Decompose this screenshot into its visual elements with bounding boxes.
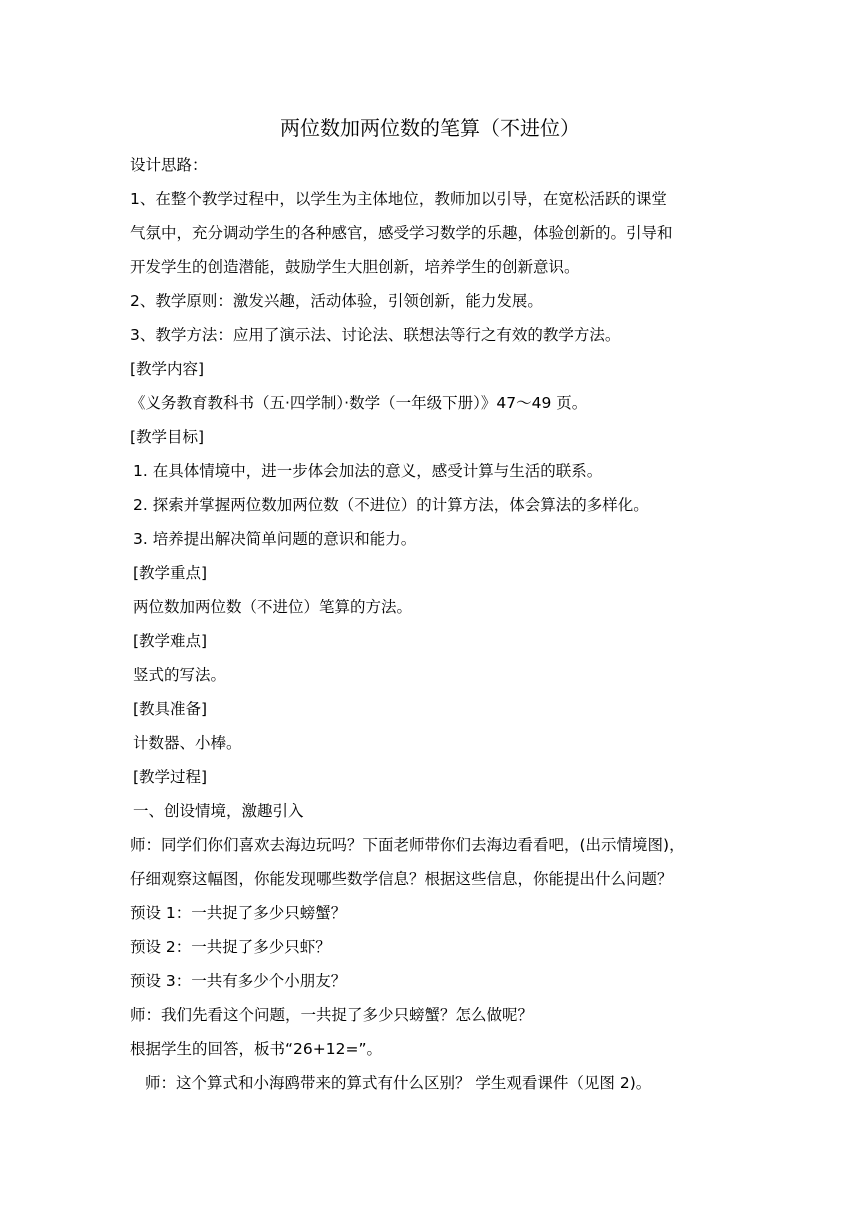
list-item: 3. 培养提出解决简单问题的意识和能力。 [133, 530, 417, 548]
paragraph-line: 《义务教育教科书（五·四学制）·数学（一年级下册）》47～49 页。 [130, 394, 588, 412]
paragraph-line: 开发学生的创造潜能，鼓励学生大胆创新，培养学生的创新意识。 [130, 258, 580, 276]
paragraph-line: 仔细观察这幅图，你能发现哪些数学信息？根据这些信息，你能提出什么问题？ [130, 870, 673, 888]
list-item: 2. 探索并掌握两位数加两位数（不进位）的计算方法，体会算法的多样化。 [133, 496, 649, 514]
section-heading: [教学目标] [130, 428, 205, 446]
paragraph-line: 根据学生的回答，板书“26+12=”。 [130, 1040, 382, 1058]
document-title: 两位数加两位数的笔算（不进位） [280, 116, 580, 140]
paragraph-line: 师：我们先看这个问题，一共捉了多少只螃蟹？怎么做呢？ [130, 1006, 534, 1024]
paragraph-line: 师：同学们你们喜欢去海边玩吗？下面老师带你们去海边看看吧，(出示情境图)， [130, 836, 685, 854]
paragraph-line: 师：这个算式和小海鸥带来的算式有什么区别？ 学生观看课件（见图 2)。 [145, 1074, 652, 1092]
paragraph-line: 气氛中，充分调动学生的各种感官，感受学习数学的乐趣，体验创新的。引导和 [130, 224, 673, 242]
section-heading: [教具准备] [133, 700, 208, 718]
paragraph-line: 预设 2：一共捉了多少只虾？ [130, 938, 331, 956]
section-heading: [教学重点] [133, 564, 208, 582]
list-item: 1. 在具体情境中，进一步体会加法的意义，感受计算与生活的联系。 [133, 462, 603, 480]
section-heading: [教学内容] [130, 360, 205, 378]
section-heading: [教学过程] [133, 768, 208, 786]
paragraph-line: 两位数加两位数（不进位）笔算的方法。 [133, 598, 413, 616]
paragraph-line: 竖式的写法。 [133, 666, 227, 684]
paragraph-line: 预设 1：一共捉了多少只螃蟹？ [130, 904, 347, 922]
subsection-heading: 一、创设情境，激趣引入 [133, 802, 304, 820]
paragraph-line: 设计思路： [130, 156, 208, 174]
paragraph-line: 1、在整个教学过程中，以学生为主体地位，教师加以引导，在宽松活跃的课堂 [130, 190, 667, 208]
section-heading: [教学难点] [133, 632, 208, 650]
paragraph-line: 2、教学原则：激发兴趣，活动体验，引领创新，能力发展。 [130, 292, 543, 310]
paragraph-line: 3、教学方法：应用了演示法、讨论法、联想法等行之有效的教学方法。 [130, 326, 621, 344]
paragraph-line: 预设 3：一共有多少个小朋友？ [130, 972, 347, 990]
paragraph-line: 计数器、小棒。 [133, 734, 242, 752]
